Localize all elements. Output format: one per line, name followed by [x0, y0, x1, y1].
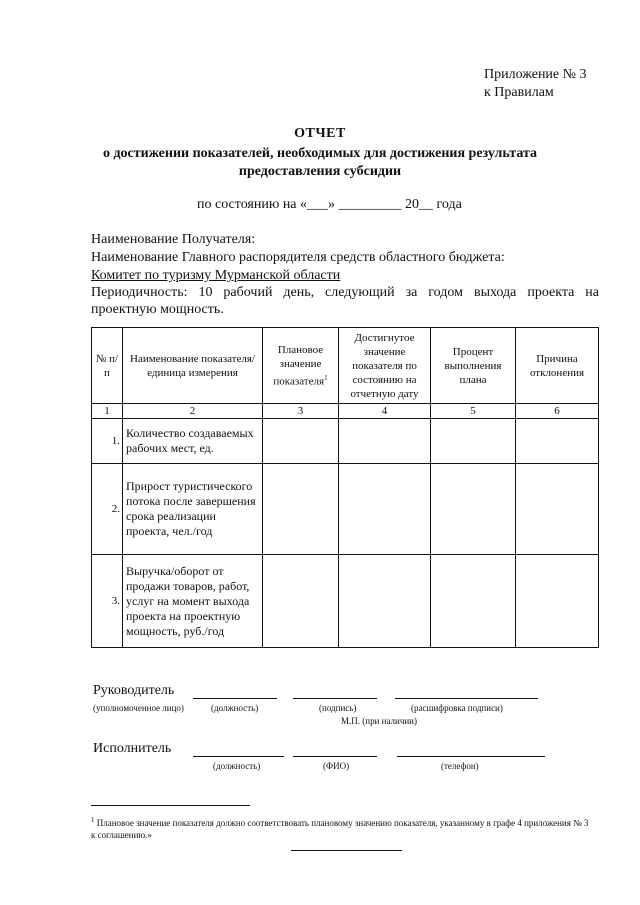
- column-number: 4: [339, 404, 431, 419]
- manager-value: Комитет по туризму Мурманской области: [91, 268, 341, 283]
- percent-cell[interactable]: [431, 555, 516, 648]
- header-cell-planned: [263, 328, 339, 404]
- reason-cell[interactable]: [516, 464, 599, 555]
- executor-label: Исполнитель: [93, 741, 172, 756]
- table-header-row: [92, 328, 599, 404]
- reason-cell[interactable]: [516, 419, 599, 464]
- row-number: 2.: [92, 464, 123, 555]
- footnote-text: Плановое значение показателя должно соответствовать плановому значению показателя, указанному в графе 4 приложения № 3 к соглашению.»: [91, 818, 589, 840]
- executor-position-line[interactable]: [193, 756, 284, 757]
- head-sub-signature: (подпись): [319, 703, 357, 713]
- head-position-line[interactable]: [193, 698, 277, 699]
- table-row: [92, 555, 599, 648]
- head-signature-line[interactable]: [293, 698, 377, 699]
- executor-phone-line[interactable]: [397, 756, 545, 757]
- header-cell-percent: Процент выполнения плана: [431, 328, 516, 404]
- executor-sub-phone: (телефон): [441, 761, 479, 771]
- header-cell-reason: Причина отклонения: [516, 328, 599, 404]
- report-subtitle-line-1: о достижении показателей, необходимых для достижения результата: [102, 146, 538, 161]
- column-number: 6: [516, 404, 599, 419]
- column-number: 1: [92, 404, 123, 419]
- row-indicator-name: Количество создаваемых рабочих мест, ед.: [123, 419, 263, 464]
- achieved-value-cell[interactable]: [339, 464, 431, 555]
- head-sub-position: (должность): [211, 703, 259, 713]
- head-sub-authorized: (уполномоченное лицо): [93, 703, 184, 713]
- planned-value-cell[interactable]: [263, 555, 339, 648]
- header-cell-achieved: Достигнутое значение показателя по состоянию на отчетную дату: [339, 328, 431, 404]
- executor-sub-position: (должность): [213, 761, 261, 771]
- row-indicator-name: Прирост туристического потока после завершения срока реализации проекта, чел./год: [123, 464, 263, 555]
- table-row: [92, 419, 599, 464]
- achieved-value-cell[interactable]: [339, 555, 431, 648]
- executor-sub-name: (ФИО): [323, 761, 350, 771]
- planned-value-cell[interactable]: [263, 464, 339, 555]
- head-sub-decryption: (расшифровка подписи): [411, 703, 503, 713]
- footnote-mark: 1: [91, 816, 95, 824]
- table-row: [92, 464, 599, 555]
- row-number: 1.: [92, 419, 123, 464]
- footnote-ref-mark: 1: [324, 373, 328, 382]
- executor-name-line[interactable]: [293, 756, 377, 757]
- row-indicator-name: Выручка/оборот от продажи товаров, работ, услуг на момент выхода проекта на проектную мощность, руб./год: [123, 555, 263, 648]
- indicators-table: [91, 327, 599, 648]
- header-cell-number: № п/п: [92, 328, 123, 404]
- manager-label: Наименование Главного распорядителя средств областного бюджета:: [91, 250, 505, 265]
- appendix-line-2: к Правилам: [484, 85, 554, 100]
- column-number: 3: [263, 404, 339, 419]
- recipient-label: Наименование Получателя:: [91, 232, 256, 247]
- appendix-reference: [484, 66, 587, 102]
- percent-cell[interactable]: [431, 419, 516, 464]
- header-planned-text: Плановое значение показателя: [273, 343, 325, 388]
- header-cell-name: Наименование показателя/ единица измерения: [123, 328, 263, 404]
- head-label: Руководитель: [93, 683, 175, 698]
- reason-cell[interactable]: [516, 555, 599, 648]
- achieved-value-cell[interactable]: [339, 419, 431, 464]
- column-number: 2: [123, 404, 263, 419]
- head-decryption-line[interactable]: [395, 698, 538, 699]
- appendix-line-1: Приложение № 3: [484, 67, 587, 82]
- footnote-separator: [91, 805, 250, 806]
- planned-value-cell[interactable]: [263, 419, 339, 464]
- report-title: ОТЧЕТ: [294, 126, 346, 141]
- stamp-note: М.П. (при наличии): [341, 716, 417, 726]
- closing-separator: [291, 850, 402, 851]
- as-of-date-line: по состоянию на «___» _________ 20__ года: [197, 197, 462, 212]
- row-number: 3.: [92, 555, 123, 648]
- column-number: 5: [431, 404, 516, 419]
- report-subtitle-line-2: предоставления субсидии: [238, 164, 402, 179]
- column-number-row: [92, 404, 599, 419]
- percent-cell[interactable]: [431, 464, 516, 555]
- periodicity-text: Периодичность: 10 рабочий день, следующий за годом выхода проекта на проектную мощность.: [91, 285, 599, 317]
- footnote: [91, 814, 591, 841]
